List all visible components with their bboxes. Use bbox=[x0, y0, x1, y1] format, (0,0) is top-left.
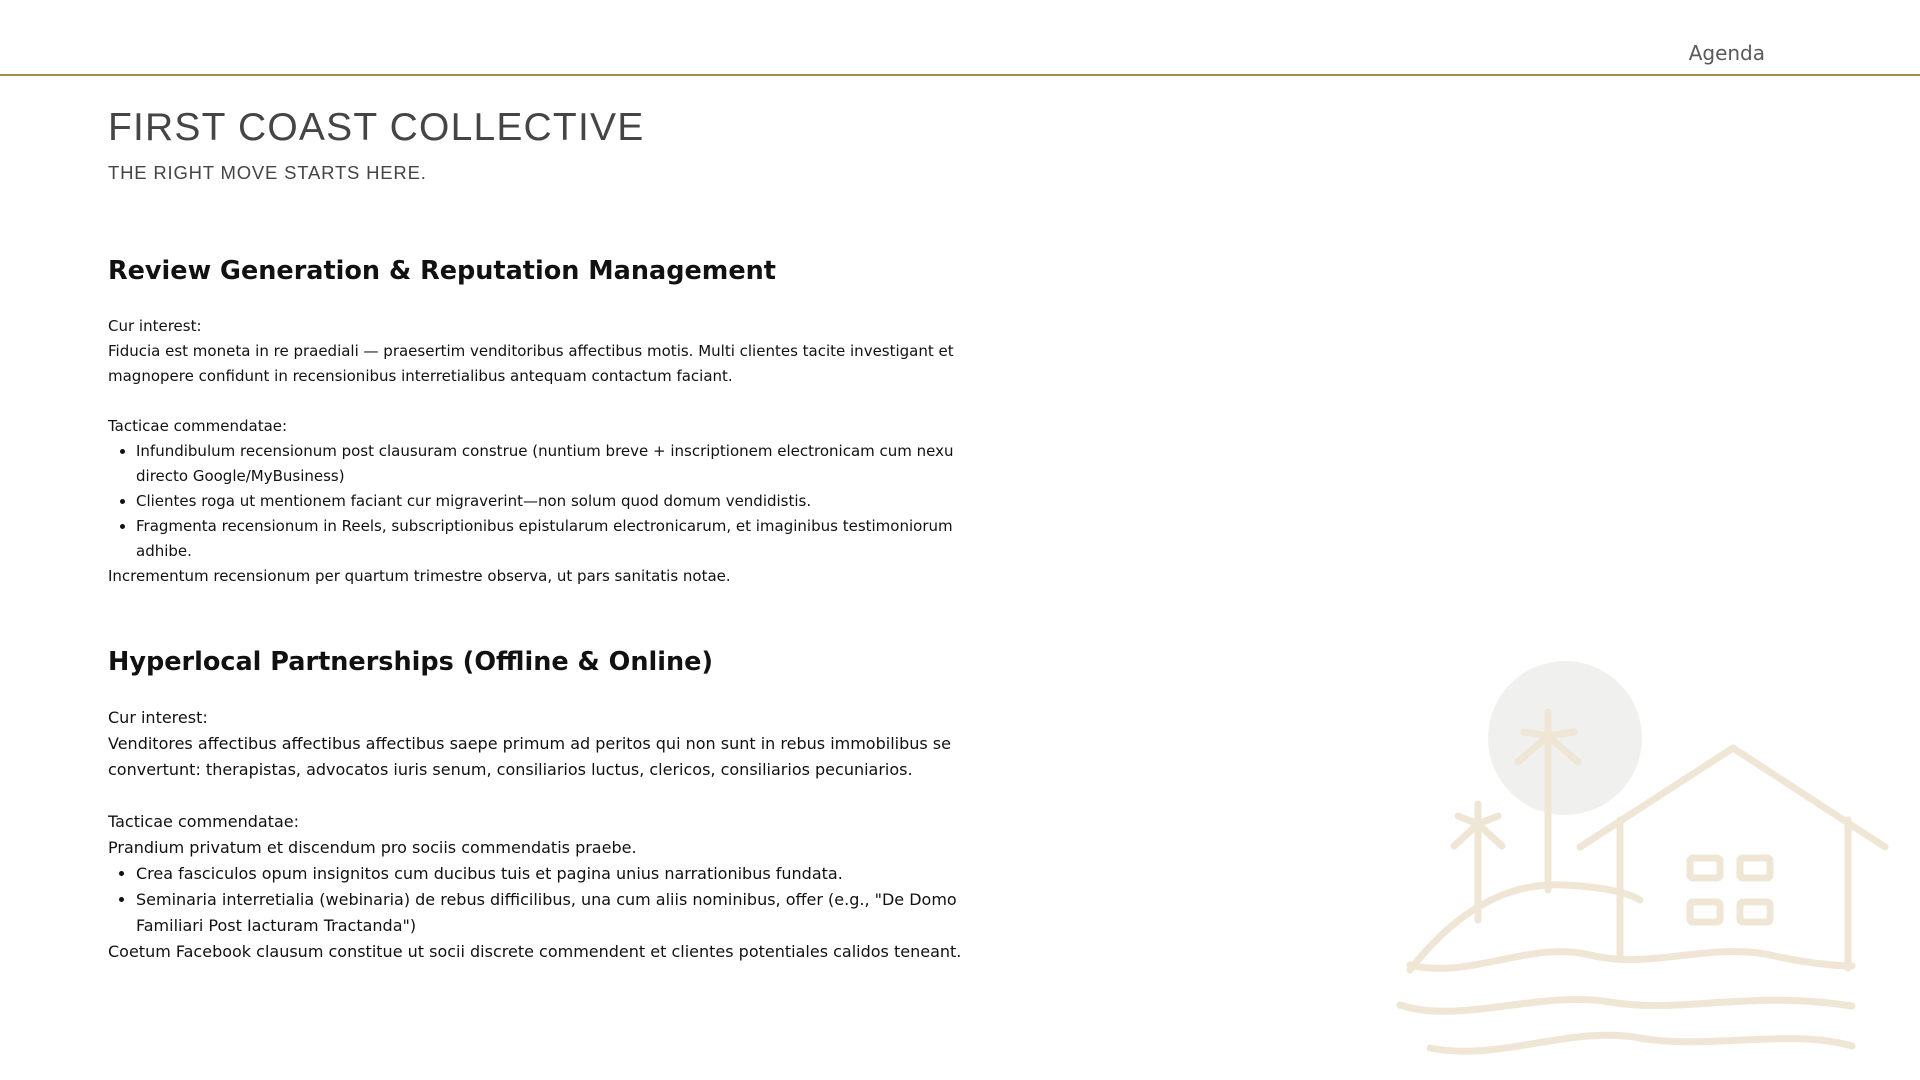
wave-line bbox=[1410, 951, 1852, 968]
spacer bbox=[108, 783, 988, 809]
spacer bbox=[108, 389, 988, 414]
line-art bbox=[1400, 712, 1885, 1051]
closing-text: Coetum Facebook clausum constitue ut socii discrete commendent et clientes potentiales calidos teneant. bbox=[108, 942, 962, 961]
tactics-label: Tacticae commendatae: bbox=[108, 812, 299, 831]
window-shape bbox=[1690, 858, 1720, 878]
sun-shape bbox=[1488, 661, 1642, 815]
closing-text: Incrementum recensionum per quartum trimestre observa, ut pars sanitatis notae. bbox=[108, 567, 731, 585]
list-item: • Crea fasciculos opum insignitos cum ducibus tuis et pagina unius narrationibus fundata. bbox=[136, 861, 988, 887]
why-text: Fiducia est moneta in re praediali — praesertim venditoribus affectibus motis. Multi clientes tacite investigant et magnopere confidunt in recensionibus interretialibus antequam contactum faciant. bbox=[108, 342, 954, 385]
list-item: • Seminaria interretialia (webinaria) de rebus difficilibus, una cum aliis nominibus, offer (e.g., "De Domo Familiari Post Iacturam Tractanda") bbox=[136, 887, 988, 939]
section-heading: Hyperlocal Partnerships (Offline & Online) bbox=[108, 647, 714, 677]
tactics-list bbox=[108, 439, 988, 564]
why-label: Cur interest: bbox=[108, 317, 202, 335]
list-item: • Infundibulum recensionum post clausuram construe (nuntium breve + inscriptionem electronicam cum nexu directo Google/MyBusiness) bbox=[136, 439, 988, 489]
main-content bbox=[108, 256, 988, 965]
section-review-generation bbox=[108, 256, 988, 589]
tactics-list bbox=[108, 861, 988, 939]
wave-line bbox=[1430, 1035, 1852, 1051]
brand-tagline: THE RIGHT MOVE STARTS HERE. bbox=[108, 162, 427, 183]
tactics-label: Tacticae commendatae: bbox=[108, 417, 288, 435]
window-shape bbox=[1690, 902, 1720, 922]
beach-house-illustration-icon bbox=[1390, 650, 1900, 1060]
section-hyperlocal-partnerships bbox=[108, 647, 988, 965]
section-heading: Review Generation & Reputation Management bbox=[108, 256, 776, 286]
window-shape bbox=[1740, 902, 1770, 922]
top-header-bar bbox=[0, 0, 1920, 76]
agenda-nav-link[interactable]: Agenda bbox=[1688, 41, 1765, 65]
list-item: • Fragmenta recensionum in Reels, subscriptionibus epistularum electronicarum, et imaginibus testimoniorum adhibe. bbox=[136, 514, 988, 564]
wave-line bbox=[1400, 999, 1852, 1011]
window-shape bbox=[1740, 858, 1770, 878]
brand-title: FIRST COAST COLLECTIVE bbox=[108, 106, 645, 149]
tactics-intro: Prandium privatum et discendum pro sociis commendatis praebe. bbox=[108, 838, 637, 857]
list-item: • Clientes roga ut mentionem faciant cur migraverint—non solum quod domum vendidistis. bbox=[136, 489, 988, 514]
why-label: Cur interest: bbox=[108, 708, 208, 727]
why-text: Venditores affectibus affectibus affectibus saepe primum ad peritos qui non sunt in rebus immobilibus se convertunt: therapistas, advocatos iuris senum, consiliarios luctus, clericos, consiliarios pecuniarios. bbox=[108, 734, 951, 779]
